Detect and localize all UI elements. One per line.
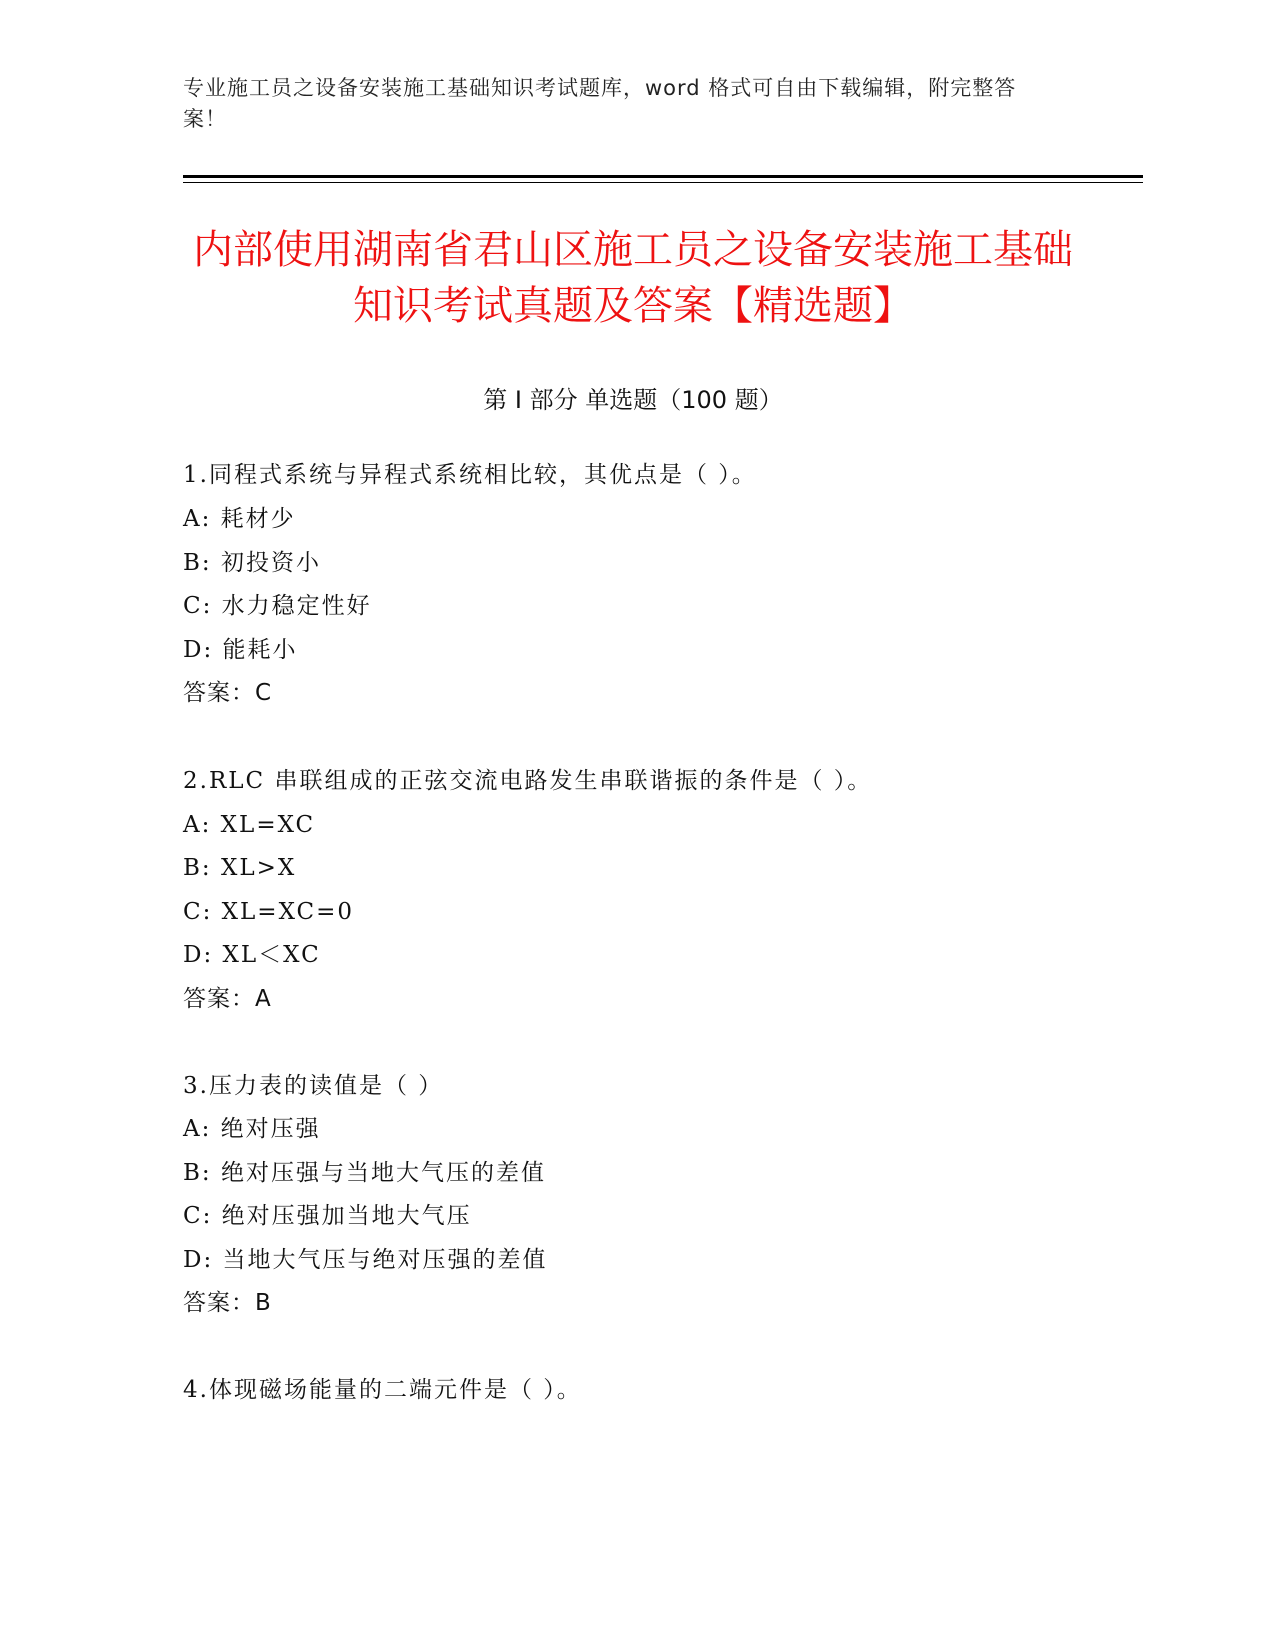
question-2-option-c: C: XL=XC=0 [183,899,355,925]
header-note: 专业施工员之设备安装施工基础知识考试题库，word 格式可自由下载编辑，附完整答案！ [183,76,1017,131]
question-1-stem: 1.同程式系统与异程式系统相比较，其优点是（ ）。 [183,462,757,488]
question-3-stem: 3.压力表的读值是（ ） [183,1073,444,1099]
question-3-option-c: C: 绝对压强加当地大气压 [183,1203,472,1229]
question-2-option-d: D: XL＜XC [183,942,321,968]
header-divider-thick [183,175,1143,178]
question-2-option-b: B: XL>X [183,855,297,881]
question-3-option-a: A: 绝对压强 [183,1116,321,1142]
question-2-answer: 答案：A [183,986,272,1012]
question-2-stem: 2.RLC 串联组成的正弦交流电路发生串联谐振的条件是（ ）。 [183,768,873,794]
question-2-option-a: A: XL=XC [183,812,316,838]
question-1-option-d: D: 能耗小 [183,637,298,663]
question-1-answer: 答案：C [183,680,273,706]
header-divider-thin [183,182,1143,183]
question-3-option-d: D: 当地大气压与绝对压强的差值 [183,1247,548,1273]
question-1-option-b: B: 初投资小 [183,550,321,576]
question-4-stem: 4.体现磁场能量的二端元件是（ ）。 [183,1377,582,1403]
question-3-answer: 答案：B [183,1290,272,1316]
question-1-option-c: C: 水力稳定性好 [183,593,372,619]
section-title: 第 I 部分 单选题（100 题） [483,386,783,414]
document-title: 内部使用湖南省君山区施工员之设备安装施工基础知识考试真题及答案【精选题】 [193,227,1073,329]
question-3-option-b: B: 绝对压强与当地大气压的差值 [183,1160,546,1186]
question-1-option-a: A: 耗材少 [183,506,296,532]
